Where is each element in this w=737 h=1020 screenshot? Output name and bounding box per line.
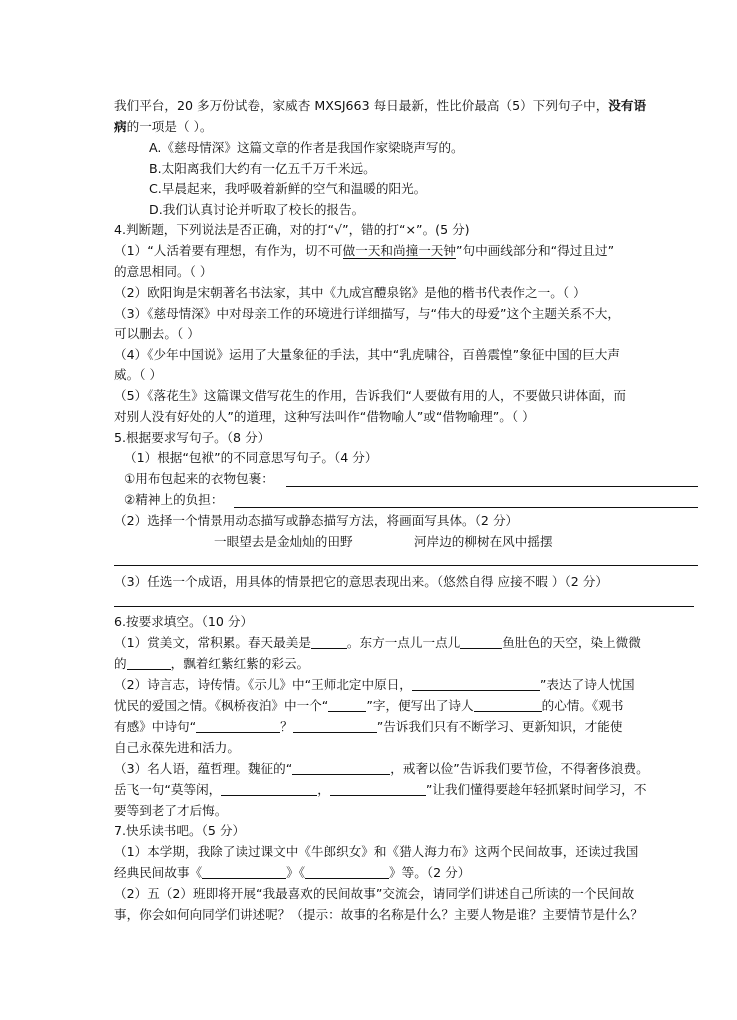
intro-line-2: 病的一项是（ ）。 — [114, 119, 213, 134]
blank[interactable] — [127, 655, 171, 670]
blank[interactable] — [293, 718, 377, 733]
q6-p2-line2: 忧民的爱国之情。《枫桥夜泊》中一个“ ”字，便写出了诗人 的心情。《观书 — [114, 698, 624, 713]
q4-item-2: （2）欧阳询是宋朝著名书法家，其中《九成宫醴泉铭》是他的楷书代表作之一。（ ） — [114, 285, 586, 300]
q6-p3-line3: 要等到老了才后悔。 — [114, 803, 228, 818]
q4-item-5: （5）《落花生》这篇课文借写花生的作用，告诉我们“人要做有用的人，不要做只讲体面，而 — [114, 388, 626, 403]
blank[interactable] — [196, 718, 280, 733]
q4-item-1: （1）“人活着要有理想，有作为，切不可做一天和尚撞一天钟”句中画线部分和“得过且过” — [114, 243, 615, 258]
q6-p3-line1: （3）名人语，蕴哲理。魏征的“ ，戒奢以俭”告诉我们要节俭，不得奢侈浪费。 — [114, 761, 649, 776]
q6-p1-line2: 的 ，飘着红紫红紫的彩云。 — [114, 656, 310, 671]
q5-sub-2: （2）选择一个情景用动态描写或静态描写方法，将画面写具体。（2 分） — [114, 513, 519, 528]
q4-item-4: （4）《少年中国说》运用了大量象征的手法，其中“乳虎啸谷，百兽震惶”象征中国的巨大声 — [114, 347, 620, 362]
answer-line-3[interactable] — [114, 606, 694, 607]
blank[interactable] — [221, 781, 317, 796]
q6-p2-line4: 自己永葆先进和活力。 — [114, 740, 240, 755]
q6-p3-line2: 岳飞一句“莫等闲， ， ”让我们懂得要趁年轻抓紧时间学习，不 — [114, 782, 647, 797]
q7-p2-line1: （2）五（2）班即将开展“我最喜欢的民间故事”交流会，请同学们讲述自己所读的一个民间故 — [114, 886, 635, 901]
option-c: C.早晨起来，我呼吸着新鲜的空气和温暖的阳光。 — [149, 181, 427, 196]
q5-sub-3: （3）任选一个成语，用具体的情景把它的意思表现出来。（悠然自得 应接不暇 ）（2 分） — [114, 574, 608, 589]
q7-p1-line1: （1）本学期，我除了读过课文中《牛郎织女》和《猎人海力布》这两个民间故事，还读过我国 — [114, 844, 639, 859]
q4-item-1-cont: 的意思相同。（ ） — [114, 264, 213, 279]
blank[interactable] — [305, 864, 389, 879]
blank[interactable] — [328, 697, 366, 712]
q6-title: 6.按要求填空。（10 分） — [114, 614, 254, 629]
answer-line-2[interactable] — [114, 565, 698, 566]
intro-line-1: 我们平台，20 多万份试卷，家威杏 MXSJ663 每日最新，性比价最高（5）下列句子中，没有语 — [114, 98, 647, 113]
q6-p1-line1: （1）赏美文，常积累。春天最美是 。东方一点儿一点儿 鱼肚色的天空，染上微微 — [114, 635, 641, 650]
blank[interactable] — [311, 634, 347, 649]
q5-sub-1a: ①用布包起来的衣物包裹： — [124, 471, 274, 486]
q4-item-4-cont: 威。（ ） — [114, 367, 163, 382]
blank[interactable] — [330, 781, 426, 796]
scene-option-2: 河岸边的柳树在风中摇摆 — [414, 534, 553, 549]
option-b: B.太阳离我们大约有一亿五千万千米远。 — [149, 161, 376, 176]
option-d: D.我们认真讨论并听取了校长的报告。 — [149, 202, 365, 217]
answer-line-1b[interactable] — [234, 507, 698, 508]
q4-item-5-cont: 对别人没有好处的人”的道理，这种写法叫作“借物喻人”或“借物喻理”。（ ） — [114, 409, 535, 424]
q7-p1-line2: 经典民间故事《 》《 》等。（2 分） — [114, 865, 471, 880]
blank[interactable] — [412, 676, 540, 691]
q5-sub-1: （1）根据“包袱”的不同意思写句子。（4 分） — [124, 450, 378, 465]
q7-title: 7.快乐读书吧。（5 分） — [114, 823, 246, 838]
q5-title: 5.根据要求写句子。（8 分） — [114, 430, 271, 445]
blank[interactable] — [474, 697, 542, 712]
q6-p2-line3: 有感》中诗句“ ？ ”告诉我们只有不断学习、更新知识，才能使 — [114, 719, 623, 734]
q4-title: 4.判断题，下列说法是否正确，对的打“√”，错的打“×”。(5 分) — [114, 222, 470, 237]
blank[interactable] — [202, 864, 286, 879]
answer-line-1a[interactable] — [286, 486, 698, 487]
q4-item-3-cont: 可以删去。（ ） — [114, 326, 200, 341]
q7-p2-line2: 事，你会如何向同学们讲述呢？（提示：故事的名称是什么？主要人物是谁？主要情节是什么？ — [114, 907, 643, 922]
scene-option-1: 一眼望去是金灿灿的田野 — [214, 534, 353, 549]
q6-p2-line1: （2）诗言志，诗传情。《示儿》中“王师北定中原日， ”表达了诗人忧国 — [114, 677, 635, 692]
q4-item-3: （3）《慈母情深》中对母亲工作的环境进行详细描写，与“伟大的母爱”这个主题关系不大， — [114, 306, 620, 321]
blank[interactable] — [460, 634, 502, 649]
blank[interactable] — [292, 760, 390, 775]
q5-sub-1b: ②精神上的负担： — [124, 492, 224, 507]
option-a: A.《慈母情深》这篇文章的作者是我国作家梁晓声写的。 — [149, 140, 464, 155]
